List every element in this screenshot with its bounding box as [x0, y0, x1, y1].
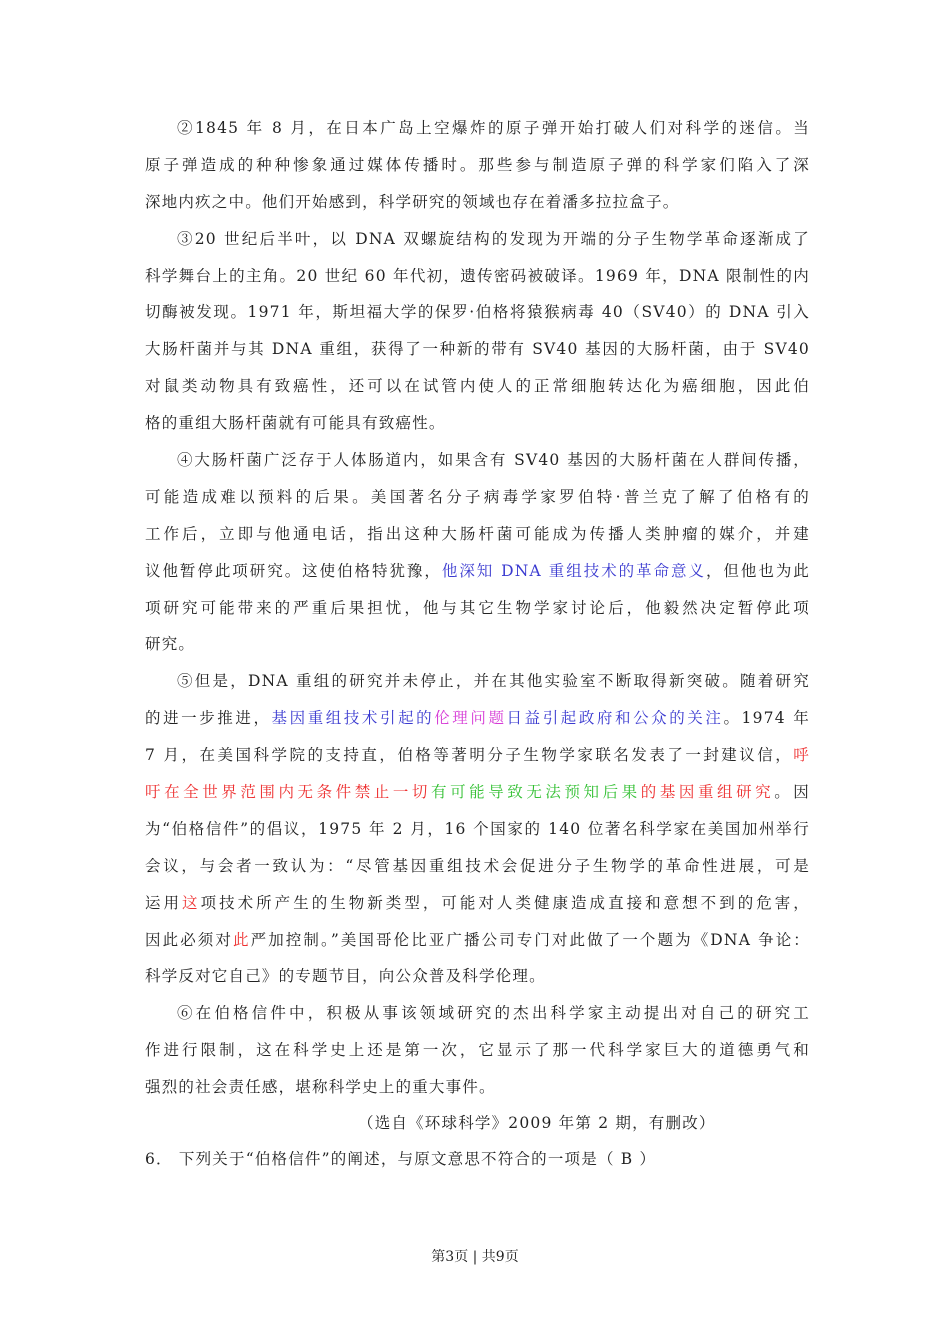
text-line: [145, 780, 810, 817]
text-line: [145, 559, 810, 596]
text-line: [145, 596, 810, 633]
text-line: [145, 337, 810, 374]
text-segment: 议他暂停此项研究。这使伯格特犹豫，: [145, 561, 442, 580]
text-line: [145, 743, 810, 780]
question-6: 6． 下列关于“伯格信件”的阐述，与原文意思不符合的一项是（ B ）: [145, 1150, 657, 1168]
text-segment: 。1974 年: [723, 709, 810, 728]
text-line: [145, 706, 810, 743]
text-line: [145, 1075, 810, 1112]
text-segment: 原子弹造成的种种惨象通过媒体传播时。那些参与制造原子弹的科学家们陷入了深: [145, 155, 810, 174]
text-line: [145, 448, 810, 485]
text-segment: 运用: [145, 893, 183, 912]
text-line: [145, 1038, 810, 1075]
text-line: [145, 190, 810, 227]
paragraph: [145, 116, 810, 227]
text-segment: ②1845 年 8 月，在日本广岛上空爆炸的原子弹开始打破人们对科学的迷信。当: [177, 119, 810, 137]
paragraph: [145, 448, 810, 669]
text-line: [145, 928, 810, 965]
text-segment: 为“伯格信件”的倡议，1975 年 2 月，16 个国家的 140 位著名科学家在美国加州举行: [145, 819, 810, 838]
document-body: [145, 116, 810, 1112]
text-segment: ⑥在伯格信件中，积极从事该领域研究的杰出科学家主动提出对自己的研究工: [177, 1004, 810, 1023]
text-line: [145, 632, 810, 669]
text-segment: 项技术所产生的生物新类型，可能对人类健康造成直接和意想不到的危害，: [200, 893, 810, 912]
highlighted-text: 基因重组技术引起的: [271, 709, 435, 728]
highlighted-text: 的基因重组研究: [640, 783, 775, 802]
text-line: [145, 227, 810, 264]
text-line: [145, 854, 810, 891]
paragraph: [145, 669, 810, 1001]
highlighted-text: 这: [182, 893, 201, 912]
text-line: [145, 817, 810, 854]
text-line: [145, 669, 810, 706]
text-segment: 深地内疚之中。他们开始感到，科学研究的领域也存在着潘多拉拉盒子。: [145, 192, 680, 211]
highlighted-text: 他深知 DNA 重组技术的革命意义: [441, 561, 706, 580]
text-line: [145, 153, 810, 190]
text-segment: 。因: [774, 783, 810, 802]
highlighted-text: 此: [232, 930, 251, 949]
text-segment: ③20 世纪后半叶，以 DNA 双螺旋结构的发现为开端的分子生物学革命逐渐成了: [177, 229, 810, 248]
text-line: [145, 485, 810, 522]
text-segment: 科学反对它自己》的专题节目，向公众普及科学伦理。: [145, 967, 546, 986]
highlighted-text: 日益引起政府和公众的关注: [506, 709, 724, 728]
text-line: [145, 300, 810, 337]
text-line: [145, 264, 810, 301]
text-segment: 对鼠类动物具有致癌性，还可以在试管内使人的正常细胞转达化为癌细胞，因此伯: [145, 377, 810, 396]
text-segment: 切酶被发现。1971 年，斯坦福大学的保罗·伯格将猿猴病毒 40（SV40）的 DNA 引入: [145, 303, 810, 322]
text-line: [145, 522, 810, 559]
text-line: [145, 411, 810, 448]
highlighted-text: 有可能导致无法预知后果: [431, 783, 641, 802]
text-segment: 可能造成难以预料的后果。美国著名分子病毒学家罗伯特·普兰克了解了伯格有的: [145, 487, 810, 506]
source-citation: （选自《环球科学》2009 年第 2 期，有删改）: [358, 1114, 716, 1132]
text-segment: 强烈的社会责任感，堪称科学史上的重大事件。: [145, 1078, 496, 1097]
text-segment: ⑤但是，DNA 重组的研究并未停止，并在其他实验室不断取得新突破。随着研究: [177, 672, 810, 691]
highlighted-text: 呼: [793, 746, 810, 765]
text-segment: 大肠杆菌并与其 DNA 重组，获得了一种新的带有 SV40 基因的大肠杆菌，由于 SV40: [145, 340, 810, 359]
text-segment: 科学舞台上的主角。20 世纪 60 年代初，遗传密码被破译。1969 年，DNA 限制性的内: [145, 266, 810, 285]
text-line: [145, 374, 810, 411]
highlighted-text: 吁在全世界范围内无条件禁止一切: [145, 783, 432, 802]
text-line: [145, 891, 810, 928]
text-segment: 7 月，在美国科学院的支持直，伯格等著明分子生物学家联名发表了一封建议信，: [145, 746, 794, 765]
text-segment: 作进行限制，这在科学史上还是第一次，它显示了那一代科学家巨大的道德勇气和: [145, 1041, 810, 1060]
text-segment: 研究。: [145, 635, 196, 654]
text-line: [145, 964, 810, 1001]
text-segment: 会议，与会者一致认为：“尽管基因重组技术会促进分子生物学的革命性进展，可是: [145, 856, 810, 875]
text-segment: 的进一步推进，: [145, 709, 272, 728]
text-segment: 项研究可能带来的严重后果担忧，他与其它生物学家讨论后，他毅然决定暂停此项: [145, 598, 810, 617]
highlighted-text: 伦理问题: [434, 709, 507, 728]
text-segment: ④大肠杆菌广泛存于人体肠道内，如果含有 SV40 基因的大肠杆菌在人群间传播，: [177, 451, 810, 470]
text-segment: ，但他也为此: [705, 561, 810, 580]
text-segment: 严加控制。”美国哥伦比亚广播公司专门对此做了一个题为《DNA 争论：: [250, 930, 810, 949]
text-segment: 格的重组大肠杆菌就有可能具有致癌性。: [145, 414, 446, 433]
text-segment: 因此必须对: [145, 930, 233, 949]
paragraph: [145, 227, 810, 448]
page-footer: 第3页 | 共9页: [431, 1249, 519, 1265]
text-line: [145, 1001, 810, 1038]
paragraph: [145, 1001, 810, 1112]
text-segment: 工作后，立即与他通电话，指出这种大肠杆菌可能成为传播人类肿瘤的媒介，并建: [145, 524, 810, 543]
text-line: [145, 116, 810, 153]
